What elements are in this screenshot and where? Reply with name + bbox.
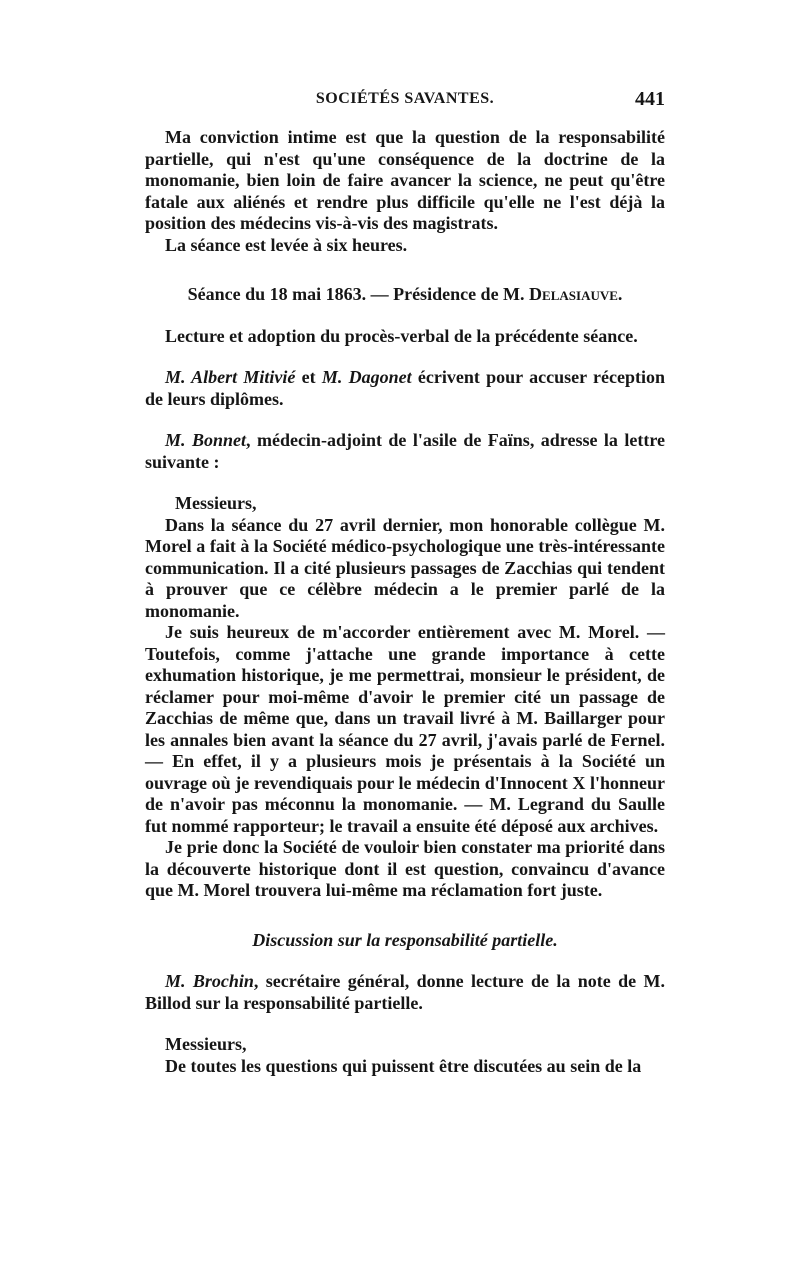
person-name: M. Bonnet <box>165 430 246 450</box>
paragraph-diplomes <box>145 367 665 410</box>
note-paragraph-1: De toutes les questions qui puissent être discutées au sein de la <box>165 1055 642 1076</box>
seance-heading-end: . <box>617 284 623 304</box>
paragraph-text: écrivent pour accuser réception de leurs diplômes. <box>145 367 665 409</box>
letter-paragraph-1: Dans la séance du 27 avril dernier, mon honorable collègue M. Morel a fait à la Société médico-psychologique une très-intéressante communication. Il a cité plusieurs passages de Zacchias qui tendent à prouver que ce célèbre médecin a le premier parlé de la monomanie. <box>145 514 665 621</box>
paragraph-seance-levee: La séance est levée à six heures. <box>165 234 408 255</box>
paragraph-conviction: Ma conviction intime est que la question de la responsabilité partielle, qui n'est qu'une conséquence de la doctrine de la monomanie, bien loin de faire avancer la science, ne peut qu'être fatale aux aliénés et rendre plus difficile qu'elle ne l'est déjà la position des médecins vis-à-vis des magistrats. <box>145 127 665 233</box>
letter-salutation: Messieurs, <box>175 493 257 513</box>
running-title: SOCIÉTÉS SAVANTES. <box>315 90 495 107</box>
person-name: M. Brochin <box>165 971 254 991</box>
paragraph-lecture: Lecture et adoption du procès-verbal de la précédente séance. <box>165 325 638 346</box>
note-salutation: Messieurs, <box>165 1034 247 1054</box>
president-name: Delasiauve <box>529 284 618 304</box>
person-name: M. Dagonet <box>321 367 412 387</box>
seance-heading <box>145 284 665 306</box>
paragraph-text: , secrétaire général, donne lecture de la note de M. Billod sur la responsabilité partielle. <box>145 971 666 1013</box>
conjunction: et <box>295 367 322 387</box>
page-body <box>145 127 665 1077</box>
person-name: M. Albert Mitivié <box>165 367 296 387</box>
paragraph-text: , médecin-adjoint de l'asile de Faïns, adresse la lettre suivante : <box>145 430 666 472</box>
paragraph-bonnet <box>145 430 665 473</box>
page-header <box>145 90 665 114</box>
letter-paragraph-2: Je suis heureux de m'accorder entièrement avec M. Morel. — Toutefois, comme j'attache une grande importance à cette exhumation historique, je me permettrai, monsieur le président, de réclamer pour moi-même d'avoir le premier cité un passage de Zacchias de même que, dans un travail livré à M. Baillarger pour les annales bien avant la séance du 27 avril, j'avais parlé de Fernel. — En effet, il y a plusieurs mois je présentais à la Société un ouvrage où je revendiquais pour le médecin d'Innocent X l'honneur de n'avoir pas méconnu la monomanie. — M. Legrand du Saulle fut nommé rapporteur; le travail a ensuite été déposé aux archives. <box>145 622 665 836</box>
section-title: Discussion sur la responsabilité partielle. <box>252 929 558 950</box>
seance-heading-text: Séance du 18 mai 1863. — Présidence de M. <box>187 284 530 304</box>
page-number: 441 <box>635 88 665 110</box>
paragraph-brochin <box>145 971 665 1014</box>
letter-paragraph-3: Je prie donc la Société de vouloir bien constater ma priorité dans la découverte historique dont il est question, convaincu d'avance que M. Morel trouvera lui-même ma réclamation fort juste. <box>145 837 665 900</box>
